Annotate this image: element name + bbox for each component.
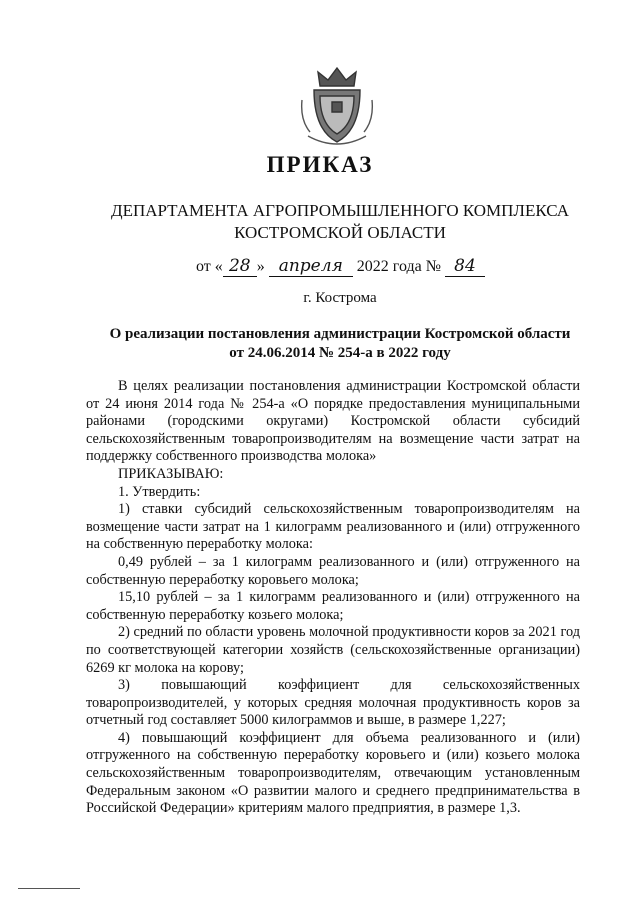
order-word: ПРИКАЗЫВАЮ:	[118, 465, 224, 482]
item-1: 1. Утвердить:	[118, 483, 201, 500]
order-subject	[95, 325, 585, 363]
coat-of-arms-emblem	[298, 60, 376, 148]
sub-item-4: 4) повышающий коэффициент для объема реализованного и (или) отгруженного на собственную переработку коровьего и (или) козьего молока сельскохозяйственным товаропроизводителям, отвечающим установленным Федеральным законом «О развитии малого и среднего предпринимательства в Российской Федерации» критериям малого предприятия, в размере 1,3.	[86, 729, 580, 817]
department-line-2: КОСТРОМСКОЙ ОБЛАСТИ	[234, 223, 446, 242]
footer-divider	[18, 888, 80, 889]
sub-item-3: 3) повышающий коэффициент для сельскохозяйственных товаропроизводителей, у которых средняя молочная продуктивность коров за отчетный год составляет 5000 килограммов и выше, в размере 1,227;	[86, 677, 580, 729]
date-line	[196, 256, 485, 277]
date-mid: »	[256, 258, 265, 275]
intro-paragraph: В целях реализации постановления администрации Костромской области от 24 июня 2014 года № 254-а «О порядке предоставления муниципальными районами (городскими округами) Костромской области субсидий сельскохозяйственным товаропроизводителям на возмещение части затрат на поддержку собственного производства молока»	[86, 378, 580, 465]
subject-line-2: от 24.06.2014 № 254-а в 2022 году	[229, 345, 451, 361]
city: г. Кострома	[303, 290, 377, 306]
department-line-1: ДЕПАРТАМЕНТА АГРОПРОМЫШЛЕННОГО КОМПЛЕКСА	[110, 201, 570, 220]
rate-cow-milk: 0,49 рублей – за 1 килограмм реализованного и (или) отгруженного на собственную переработку коровьего молока;	[86, 553, 580, 588]
order-number: 84	[445, 256, 485, 277]
document-title: ПРИКАЗ	[266, 152, 374, 177]
sub-item-2: 2) средний по области уровень молочной продуктивности коров за 2021 год по соответствующей категории хозяйств (сельскохозяйственные организации) 6269 кг молока на корову;	[86, 624, 580, 676]
date-prefix: от «	[196, 258, 223, 275]
department-name	[90, 200, 590, 244]
sub-item-1: 1) ставки субсидий сельскохозяйственным товаропроизводителям на возмещение части затрат на 1 килограмм реализованного и (или) отгруженного на собственную переработку молока:	[86, 501, 580, 553]
date-day: 28	[223, 256, 257, 277]
date-month: апреля	[269, 256, 353, 277]
subject-line-1: О реализации постановления администрации Костромской области	[109, 326, 571, 342]
date-year: 2022 года №	[356, 258, 441, 275]
document-body	[86, 378, 580, 818]
rate-goat-milk: 15,10 рублей – за 1 килограмм реализованного и (или) отгруженного на собственную переработку козьего молока;	[86, 589, 580, 623]
